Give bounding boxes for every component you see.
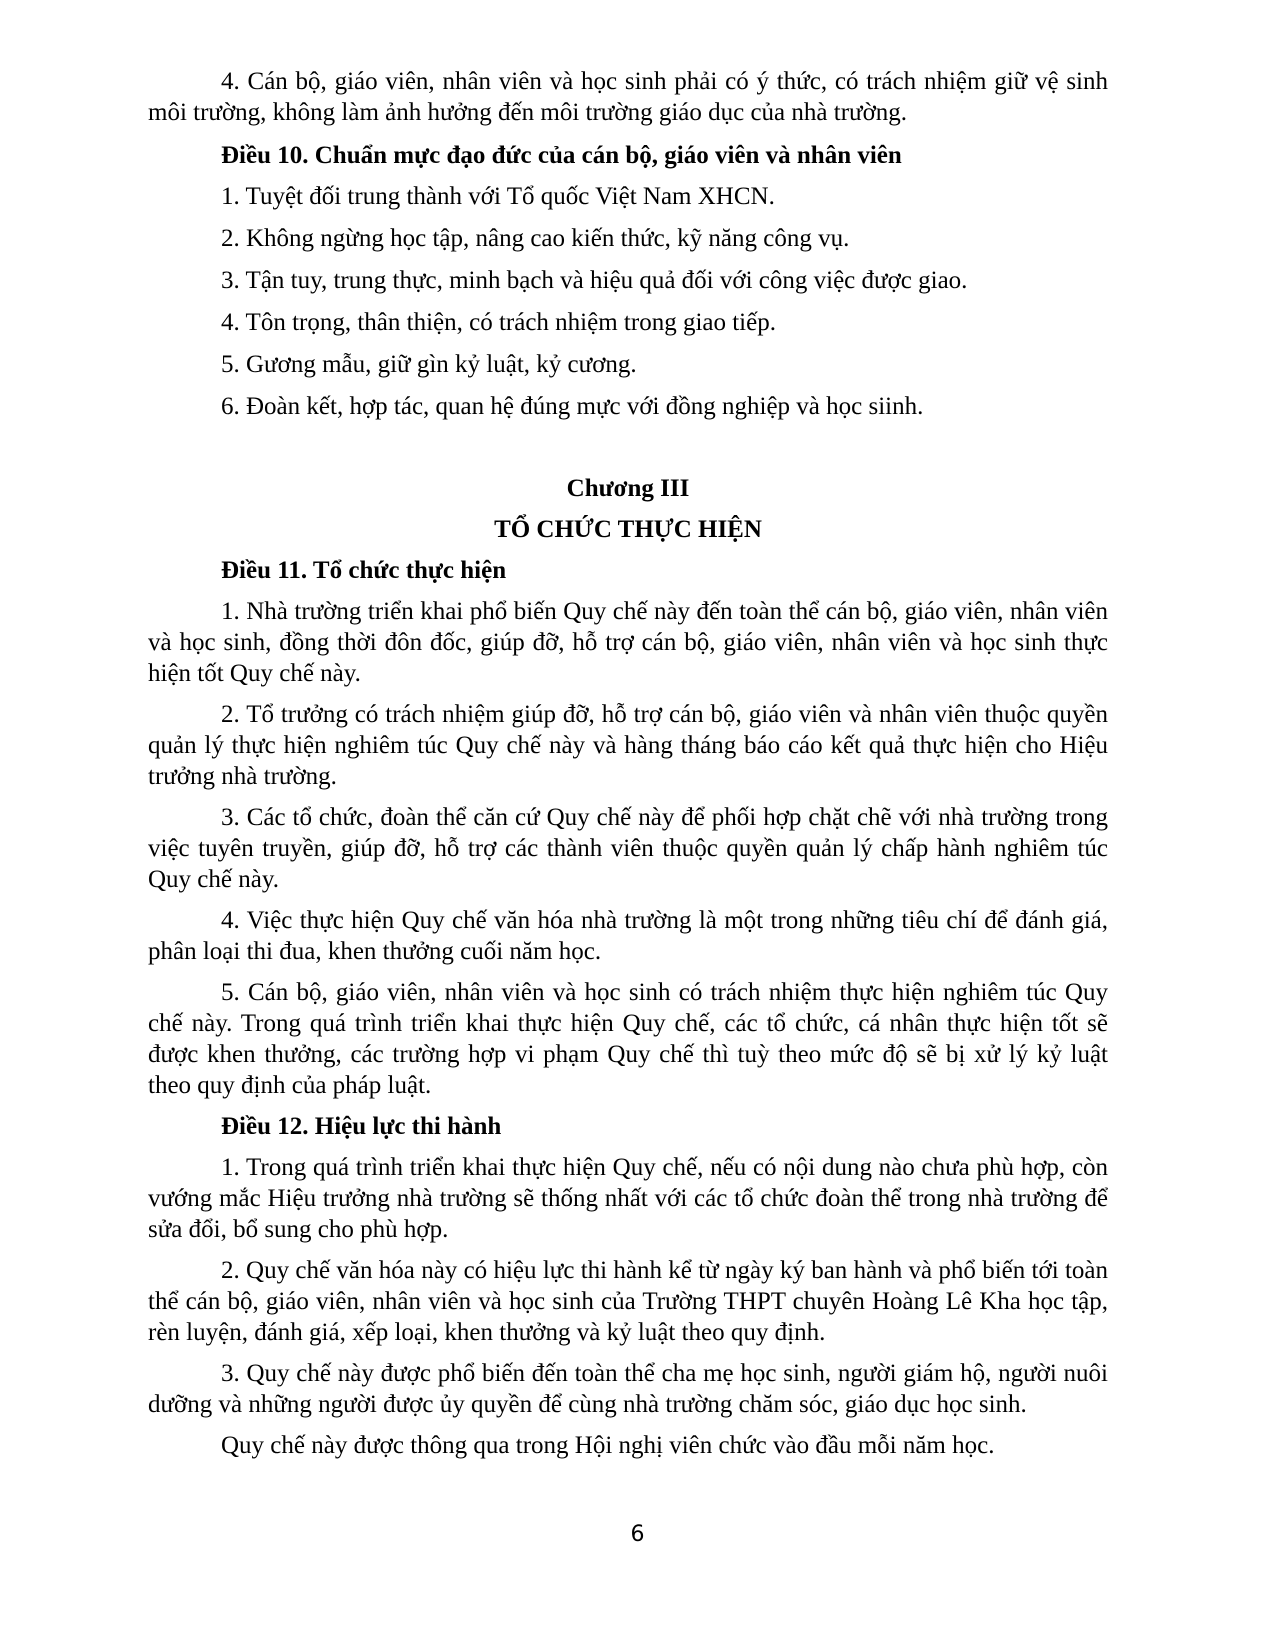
article11-paragraph-1: 1. Nhà trường triển khai phổ biến Quy chế này đến toàn thể cán bộ, giáo viên, nhân viên và học sinh, đồng thời đôn đốc, giúp đỡ, hỗ trợ cán bộ, giáo viên, nhân viên và học sinh thực hiện tốt Quy chế này. <box>148 598 1108 687</box>
article12-heading: Điều 12. Hiệu lực thi hành <box>221 1113 502 1140</box>
article10-item-2: 2. Không ngừng học tập, nâng cao kiến thức, kỹ năng công vụ. <box>221 225 850 252</box>
chapter-spacer <box>148 433 1108 473</box>
article10-item-6: 6. Đoàn kết, hợp tác, quan hệ đúng mực với đồng nghiệp và học siinh. <box>221 393 924 420</box>
page-number: 6 <box>630 1522 645 1547</box>
document-page <box>148 66 1108 1471</box>
article11-paragraph-5: 5. Cán bộ, giáo viên, nhân viên và học sinh có trách nhiệm thực hiện nghiêm túc Quy chế này. Trong quá trình triển khai thực hiện Quy chế, các tổ chức, cá nhân thực hiện tốt sẽ được khen thưởng, các trường hợp vi phạm Quy chế thì tuỳ theo mức độ sẽ bị xử lý kỷ luật theo quy định của pháp luật. <box>148 979 1108 1099</box>
article11-heading: Điều 11. Tổ chức thực hiện <box>221 557 507 584</box>
article10-heading: Điều 10. Chuẩn mực đạo đức của cán bộ, giáo viên và nhân viên <box>221 142 902 169</box>
article11-paragraph-2: 2. Tổ trưởng có trách nhiệm giúp đỡ, hỗ trợ cán bộ, giáo viên và nhân viên thuộc quyền quản lý thực hiện nghiêm túc Quy chế này và hàng tháng báo cáo kết quả thực hiện cho Hiệu trưởng nhà trường. <box>148 701 1108 790</box>
article10-item-5: 5. Gương mẫu, giữ gìn kỷ luật, kỷ cương. <box>221 351 637 378</box>
chapter-number: Chương III <box>566 475 690 502</box>
article12-paragraph-2: 2. Quy chế văn hóa này có hiệu lực thi hành kể từ ngày ký ban hành và phổ biến tới toàn thể cán bộ, giáo viên, nhân viên và học sinh của Trường THPT chuyên Hoàng Lê Kha học tập, rèn luyện, đánh giá, xếp loại, khen thưởng và kỷ luật theo quy định. <box>148 1257 1108 1346</box>
article10-item-4: 4. Tôn trọng, thân thiện, có trách nhiệm trong giao tiếp. <box>221 309 776 336</box>
article12-closing: Quy chế này được thông qua trong Hội nghị viên chức vào đầu mỗi năm học. <box>221 1432 995 1459</box>
article11-paragraph-4: 4. Việc thực hiện Quy chế văn hóa nhà trường là một trong những tiêu chí để đánh giá, phân loại thi đua, khen thưởng cuối năm học. <box>148 907 1108 965</box>
article11-paragraph-3: 3. Các tổ chức, đoàn thể căn cứ Quy chế này để phối hợp chặt chẽ với nhà trường trong việc tuyên truyền, giúp đỡ, hỗ trợ các thành viên thuộc quyền quản lý chấp hành nghiêm túc Quy chế này. <box>148 804 1108 893</box>
article12-paragraph-3: 3. Quy chế này được phổ biến đến toàn thể cha mẹ học sinh, người giám hộ, người nuôi dưỡng và những người được ủy quyền để cùng nhà trường chăm sóc, giáo dục học sinh. <box>148 1360 1108 1418</box>
article9-paragraph-4: 4. Cán bộ, giáo viên, nhân viên và học sinh phải có ý thức, có trách nhiệm giữ vệ sinh môi trường, không làm ảnh hưởng đến môi trường giáo dục của nhà trường. <box>148 68 1108 126</box>
chapter-title: TỔ CHỨC THỰC HIỆN <box>494 516 762 543</box>
article12-paragraph-1: 1. Trong quá trình triển khai thực hiện Quy chế, nếu có nội dung nào chưa phù hợp, còn vướng mắc Hiệu trưởng nhà trường sẽ thống nhất với các tổ chức đoàn thể trong nhà trường để sửa đổi, bổ sung cho phù hợp. <box>148 1154 1108 1243</box>
article10-item-1: 1. Tuyệt đối trung thành với Tổ quốc Việt Nam XHCN. <box>221 183 775 210</box>
article10-item-3: 3. Tận tuy, trung thực, minh bạch và hiệu quả đối với công việc được giao. <box>221 267 968 294</box>
